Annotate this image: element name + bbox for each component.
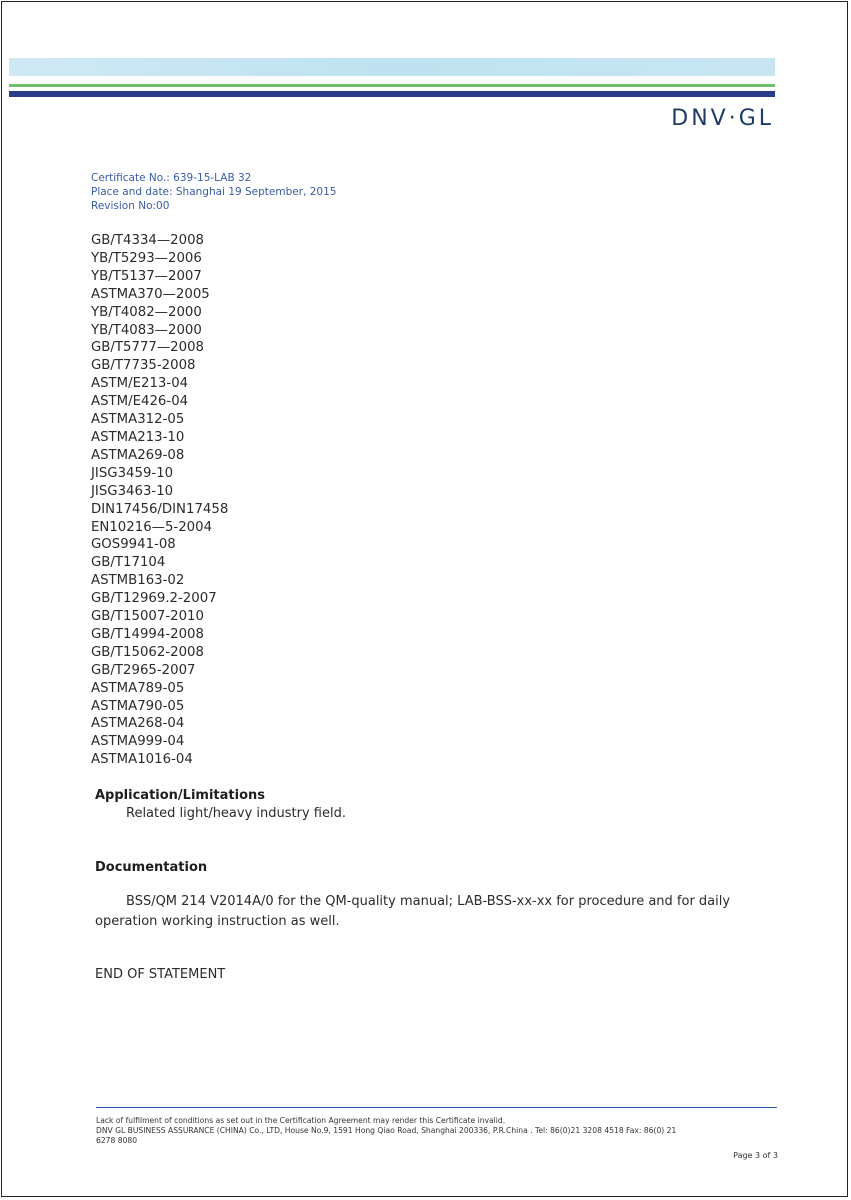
footer-line-1: Lack of fulfilment of conditions as set out in the Certification Agreement may render this Certificate invalid. xyxy=(96,1116,506,1125)
standard-item: ASTMA790-05 xyxy=(91,698,185,714)
certificate-number: Certificate No.: 639-15-LAB 32 xyxy=(91,172,252,184)
standard-item: ASTMA789-05 xyxy=(91,680,185,696)
standard-item: EN10216—5-2004 xyxy=(91,519,213,535)
standard-item: GB/T7735-2008 xyxy=(91,358,196,374)
footer-text xyxy=(96,1116,776,1146)
standard-item: YB/T5137—2007 xyxy=(91,268,202,284)
standards-list xyxy=(91,232,228,769)
standard-item: ASTMB163-02 xyxy=(91,573,185,589)
standard-item: DIN17456/DIN17458 xyxy=(91,501,229,517)
standard-item: ASTM/E213-04 xyxy=(91,376,189,392)
header-band-light xyxy=(9,58,775,76)
standard-item: ASTMA999-04 xyxy=(91,734,185,750)
footer-line-3: 6278 8080 xyxy=(96,1136,138,1145)
standard-item: YB/T5293—2006 xyxy=(91,250,202,266)
standard-item: YB/T4082—2000 xyxy=(91,304,202,320)
application-heading: Application/Limitations xyxy=(95,788,265,803)
page-number: Page 3 of 3 xyxy=(733,1151,778,1160)
dnvgl-logo: DNV·GL xyxy=(671,106,774,131)
standard-item: GB/T12969.2-2007 xyxy=(91,591,217,607)
end-of-statement: END OF STATEMENT xyxy=(95,967,226,982)
standard-item: ASTM/E426-04 xyxy=(91,394,189,410)
standard-item: ASTMA213-10 xyxy=(91,429,185,445)
standard-item: GB/T14994-2008 xyxy=(91,626,204,642)
standard-item: GB/T15007-2010 xyxy=(91,609,204,625)
documentation-heading: Documentation xyxy=(95,860,208,875)
standard-item: GB/T15062-2008 xyxy=(91,644,204,660)
documentation-text-line1: BSS/QM 214 V2014A/0 for the QM-quality manual; LAB-BSS-xx-xx for procedure and for daily xyxy=(126,894,731,909)
footer-line-2: DNV GL BUSINESS ASSURANCE (CHINA) Co., LTD, House No.9, 1591 Hong Qiao Road, Shanghai 200336, P.R.China . Tel: 86(0)21 3208 4518 Fax: 86(0) 21 xyxy=(96,1126,677,1135)
standard-item: GB/T2965-2007 xyxy=(91,662,196,678)
application-text: Related light/heavy industry field. xyxy=(126,806,346,821)
standard-item: ASTMA268-04 xyxy=(91,716,185,732)
standard-item: GOS9941-08 xyxy=(91,537,176,553)
standard-item: YB/T4083—2000 xyxy=(91,322,202,338)
standard-item: GB/T4334—2008 xyxy=(91,233,205,248)
standard-item: JISG3463-10 xyxy=(91,483,174,499)
standard-item: ASTMA370—2005 xyxy=(91,286,210,302)
place-and-date: Place and date: Shanghai 19 September, 2015 xyxy=(91,186,337,198)
header-band-blue xyxy=(9,91,775,97)
standard-item: GB/T17104 xyxy=(91,555,166,571)
revision-number: Revision No:00 xyxy=(91,200,170,212)
standard-item: GB/T5777—2008 xyxy=(91,340,205,356)
footer-divider xyxy=(96,1107,777,1108)
standard-item: JISG3459-10 xyxy=(91,465,174,481)
standard-item: ASTMA269-08 xyxy=(91,447,185,463)
standard-item: ASTMA1016-04 xyxy=(91,752,193,768)
header-band-green xyxy=(9,84,775,87)
certificate-meta xyxy=(91,171,336,213)
standard-item: ASTMA312-05 xyxy=(91,412,185,428)
documentation-text-line2: operation working instruction as well. xyxy=(95,914,340,929)
